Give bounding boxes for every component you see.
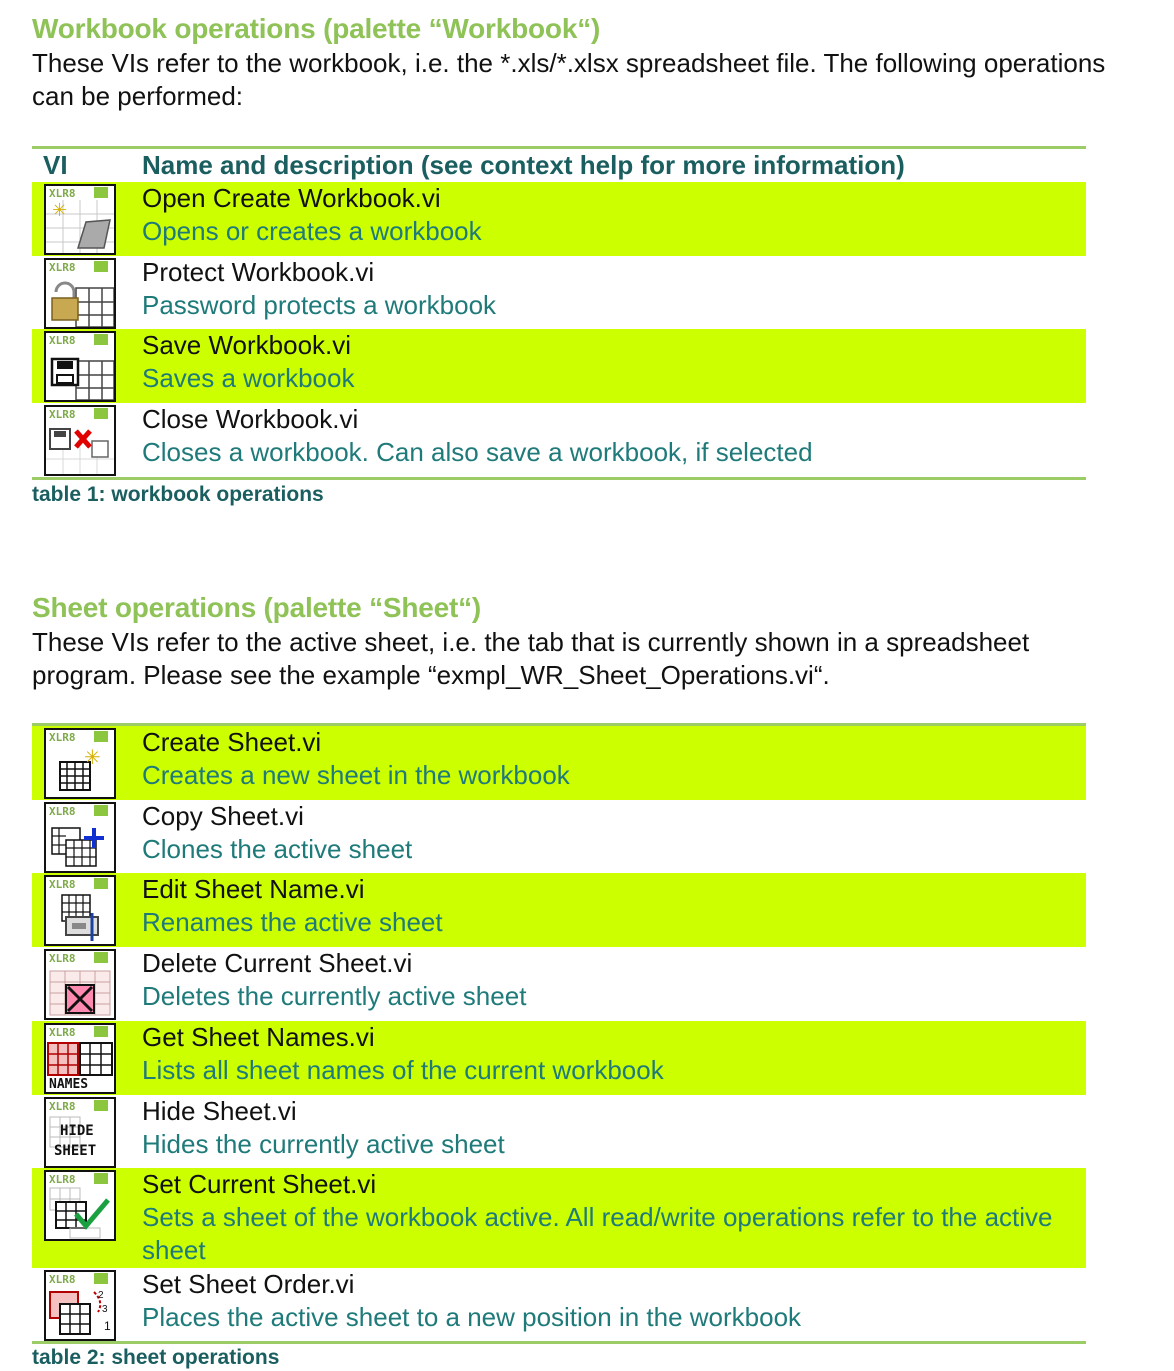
row-name: Copy Sheet.vi — [142, 801, 304, 831]
section-title-workbook: Workbook operations (palette “Workbook“) — [32, 13, 601, 44]
xlr8-badge: XLR8 — [49, 952, 76, 965]
row-name: Hide Sheet.vi — [142, 1096, 297, 1126]
open-create-workbook-icon — [44, 184, 116, 255]
row-description: Opens or creates a workbook — [142, 216, 482, 246]
row-description: Hides the currently active sheet — [142, 1129, 505, 1159]
xlr8-badge: XLR8 — [49, 1173, 76, 1186]
create-sheet-icon — [44, 728, 116, 799]
svg-text:1: 1 — [104, 1319, 111, 1333]
xlr8-badge: XLR8 — [49, 1273, 76, 1286]
row-description: Places the active sheet to a new position in the workbook — [142, 1302, 802, 1332]
row-description: Password protects a workbook — [142, 290, 497, 320]
row-name: Create Sheet.vi — [142, 727, 322, 757]
get-sheet-names-icon — [44, 1023, 116, 1094]
table-caption-2: table 2: sheet operations — [32, 1346, 280, 1369]
set-current-sheet-icon — [44, 1170, 116, 1241]
table-header — [32, 149, 1086, 182]
row-name: Edit Sheet Name.vi — [142, 874, 365, 904]
row-description: Renames the active sheet — [142, 907, 443, 937]
row-description: Creates a new sheet in the workbook — [142, 760, 570, 790]
section-title-sheet: Sheet operations (palette “Sheet“) — [32, 592, 482, 623]
svg-text:✳: ✳ — [52, 200, 68, 220]
xlr8-badge: XLR8 — [49, 805, 76, 818]
row-name: Set Current Sheet.vi — [142, 1169, 377, 1199]
xlr8-badge: XLR8 — [49, 187, 76, 200]
table-row — [32, 873, 1086, 947]
row-description: Closes a workbook. Can also save a workbook, if selected — [142, 437, 813, 467]
row-name: Set Sheet Order.vi — [142, 1269, 355, 1299]
header-vi: VI — [43, 150, 68, 180]
close-workbook-icon — [44, 405, 116, 476]
table-row — [32, 1021, 1086, 1095]
xlr8-badge: XLR8 — [49, 261, 76, 274]
table-workbook-operations — [32, 146, 1086, 480]
names-label: NAMES — [49, 1077, 89, 1092]
intro-workbook: These VIs refer to the workbook, i.e. the *.xls/*.xlsx spreadsheet file. The following operations can be performed: — [32, 48, 1106, 111]
row-name: Close Workbook.vi — [142, 404, 359, 434]
row-description: Deletes the currently active sheet — [142, 981, 527, 1011]
svg-text:3: 3 — [102, 1304, 108, 1315]
table-row — [32, 182, 1086, 256]
table-row — [32, 1168, 1086, 1268]
table-bottom-rule — [32, 477, 1086, 480]
row-name: Get Sheet Names.vi — [142, 1022, 375, 1052]
sheet-label: SHEET — [54, 1143, 97, 1159]
table-row — [32, 1268, 1086, 1341]
intro-sheet: These VIs refer to the active sheet, i.e. the tab that is currently shown in a spreadsheet program. Please see the example “exmpl_WR_Sheet_Operations.vi“. — [32, 627, 1030, 690]
table-row — [32, 403, 1086, 477]
row-description: Lists all sheet names of the current workbook — [142, 1055, 664, 1085]
xlr8-badge: XLR8 — [49, 408, 76, 421]
table-row — [32, 256, 1086, 329]
save-workbook-icon — [44, 331, 116, 402]
row-name: Delete Current Sheet.vi — [142, 948, 413, 978]
table-row — [32, 329, 1086, 403]
protect-workbook-icon — [44, 258, 116, 329]
header-name-description: Name and description (see context help for more information) — [142, 150, 905, 180]
row-description: Clones the active sheet — [142, 834, 413, 864]
svg-text:2: 2 — [98, 1290, 104, 1301]
row-description: Saves a workbook — [142, 363, 355, 393]
hide-label: HIDE — [60, 1123, 94, 1139]
table-row — [32, 1095, 1086, 1168]
table-row — [32, 800, 1086, 873]
table-bottom-rule — [32, 1341, 1086, 1344]
table-row — [32, 726, 1086, 800]
copy-sheet-icon — [44, 802, 116, 873]
xlr8-badge: XLR8 — [49, 878, 76, 891]
xlr8-badge: XLR8 — [49, 1026, 76, 1039]
delete-sheet-icon — [44, 949, 116, 1020]
edit-sheet-name-icon — [44, 875, 116, 946]
hide-sheet-icon — [44, 1097, 116, 1168]
row-name: Save Workbook.vi — [142, 330, 352, 360]
row-name: Protect Workbook.vi — [142, 257, 375, 287]
table-row — [32, 947, 1086, 1021]
xlr8-badge: XLR8 — [49, 731, 76, 744]
row-description: Sets a sheet of the workbook active. All read/write operations refer to the active sheet — [142, 1202, 1053, 1265]
table-caption-1: table 1: workbook operations — [32, 483, 324, 506]
svg-text:✳: ✳ — [84, 747, 101, 769]
xlr8-badge: XLR8 — [49, 1100, 76, 1113]
set-sheet-order-icon — [44, 1270, 116, 1341]
row-name: Open Create Workbook.vi — [142, 183, 441, 213]
table-sheet-operations — [32, 723, 1086, 1344]
xlr8-badge: XLR8 — [49, 334, 76, 347]
